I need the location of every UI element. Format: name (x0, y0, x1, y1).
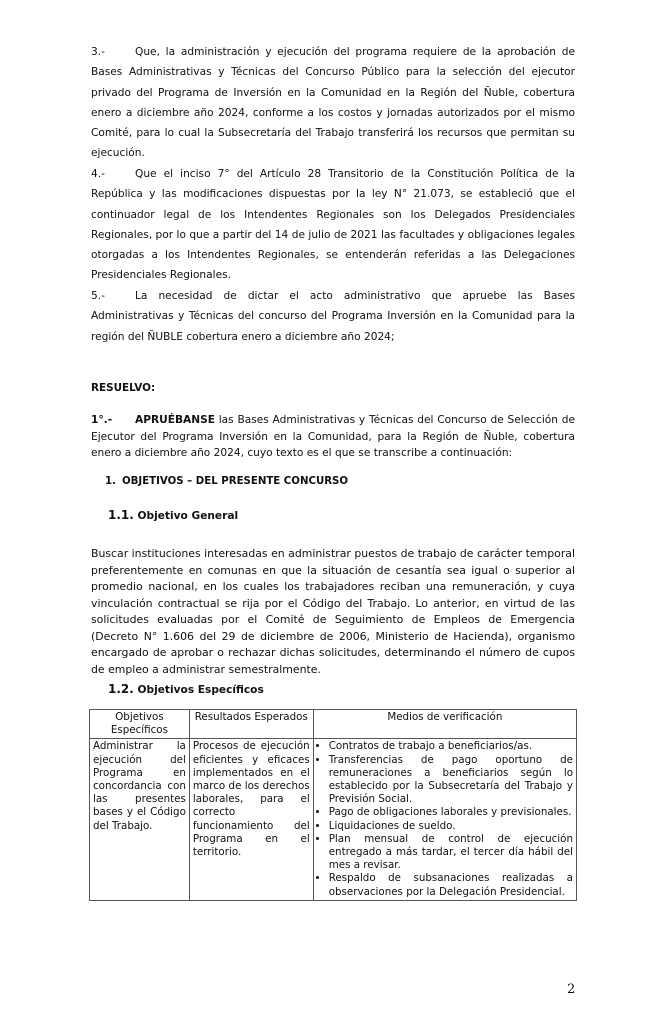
resuelvo-heading: RESUELVO: (91, 382, 156, 394)
considerando-number: 3.- (91, 46, 105, 58)
objetivo-general-text: Buscar instituciones interesadas en administrar puestos de trabajo de carácter temporal preferentemente en comunas en que la situación de cesantía sea igual o superior al promedio nacional, en los cuales los trabajadores reciban una remuneración, y cuya vinculación contractual se rija por el Código del Trabajo. Lo anterior, en virtud de las solicitudes evaluadas por el Comité de Seguimiento de Empleos de Emergencia (Decreto N° 1.606 del 29 de diciembre de 2006, Ministerio de Hacienda), organismo encargado de aprobar o rechazar dichas solicitudes, determinando el número de cupos de empleo a administrar semestralmente. (91, 547, 575, 676)
list-item: • Plan mensual de control de ejecución entregado a más tardar, el tercer día hábil del mes a revisar. (329, 833, 573, 873)
page-number: 2 (567, 982, 576, 997)
medios-list (317, 740, 573, 898)
list-item: • Contratos de trabajo a beneficiarios/as. (329, 740, 573, 753)
table-header: Objetivos Específicos (90, 710, 190, 739)
section-number: 1.2. (108, 682, 134, 696)
section-title: Objetivo General (137, 510, 239, 522)
section-title: OBJETIVOS – DEL PRESENTE CONCURSO (122, 476, 349, 487)
considerando-text: Que el inciso 7° del Artículo 28 Transitorio de la Constitución Política de la República y las modificaciones dispuestas por la ley N° 21.073, se estableció que el continuador legal de los Intendentes Regionales son los Delegados Presidenciales Regionales, por lo que a partir del 14 de julio de 2021 las facultades y obligaciones legales otorgadas a los Intendentes Regionales, se entenderán referidas a las Delegaciones Presidenciales Regionales. (91, 168, 575, 282)
table-cell-medios (313, 739, 576, 900)
considerando-5 (91, 286, 575, 347)
list-item: • Transferencias de pago oportuno de remuneraciones a beneficiarios según lo establecido por la Subsecretaría del Trabajo y Previsión Social. (329, 754, 573, 807)
section-1-2-heading (108, 682, 264, 696)
considerando-3 (91, 42, 575, 164)
considerando-text: La necesidad de dictar el acto administrativo que apruebe las Bases Administrativas y Técnicas del concurso del Programa Inversión en la Comunidad para la región del ÑUBLE cobertura enero a diciembre año 2024; (91, 290, 575, 343)
section-number: 1.1. (108, 508, 134, 522)
table-cell-resultado: Procesos de ejecución eficientes y eficaces implementados en el marco de los derechos laborales, para el correcto funcionamiento del Programa en el territorio. (189, 739, 313, 900)
section-title: Objetivos Específicos (137, 684, 264, 696)
table-header: Medios de verificación (313, 710, 576, 739)
resuelvo-verb: APRUÉBANSE (135, 414, 215, 426)
list-item: • Liquidaciones de sueldo. (329, 820, 573, 833)
considerando-number: 4.- (91, 168, 105, 180)
resuelvo-text: las Bases Administrativas y Técnicas del Concurso de Selección de Ejecutor del Programa Inversión en la Comunidad, para la Región de Ñuble, cobertura enero a diciembre año 2024, cuyo texto es el que se transcribe a continuación: (91, 414, 575, 460)
resuelvo-1 (91, 412, 575, 462)
section-number: 1. (105, 476, 116, 487)
table-cell-objetivo: Administrar la ejecución del Programa en concordancia con las presentes bases y el Código del Trabajo. (90, 739, 190, 900)
table-header-row (90, 710, 577, 739)
list-item: • Pago de obligaciones laborales y previsionales. (329, 806, 573, 819)
section-1-heading (105, 476, 348, 487)
objetivos-table (89, 709, 577, 901)
resuelvo-number: 1°.- (91, 414, 113, 426)
table-row (90, 739, 577, 900)
considerando-text: Que, la administración y ejecución del programa requiere de la aprobación de Bases Administrativas y Técnicas del Concurso Público para la selección del ejecutor privado del Programa de Inversión en la Comunidad en la Región del Ñuble, cobertura enero a diciembre año 2024, conforme a los costos y jornadas autorizados por el mismo Comité, para lo cual la Subsecretaría del Trabajo transferirá los recursos que permitan su ejecución. (91, 46, 575, 160)
section-1-1-heading (108, 508, 238, 522)
list-item: • Respaldo de subsanaciones realizadas a observaciones por la Delegación Presidencial. (329, 872, 573, 898)
considerando-4 (91, 164, 575, 286)
considerando-number: 5.- (91, 290, 105, 302)
table-header: Resultados Esperados (189, 710, 313, 739)
